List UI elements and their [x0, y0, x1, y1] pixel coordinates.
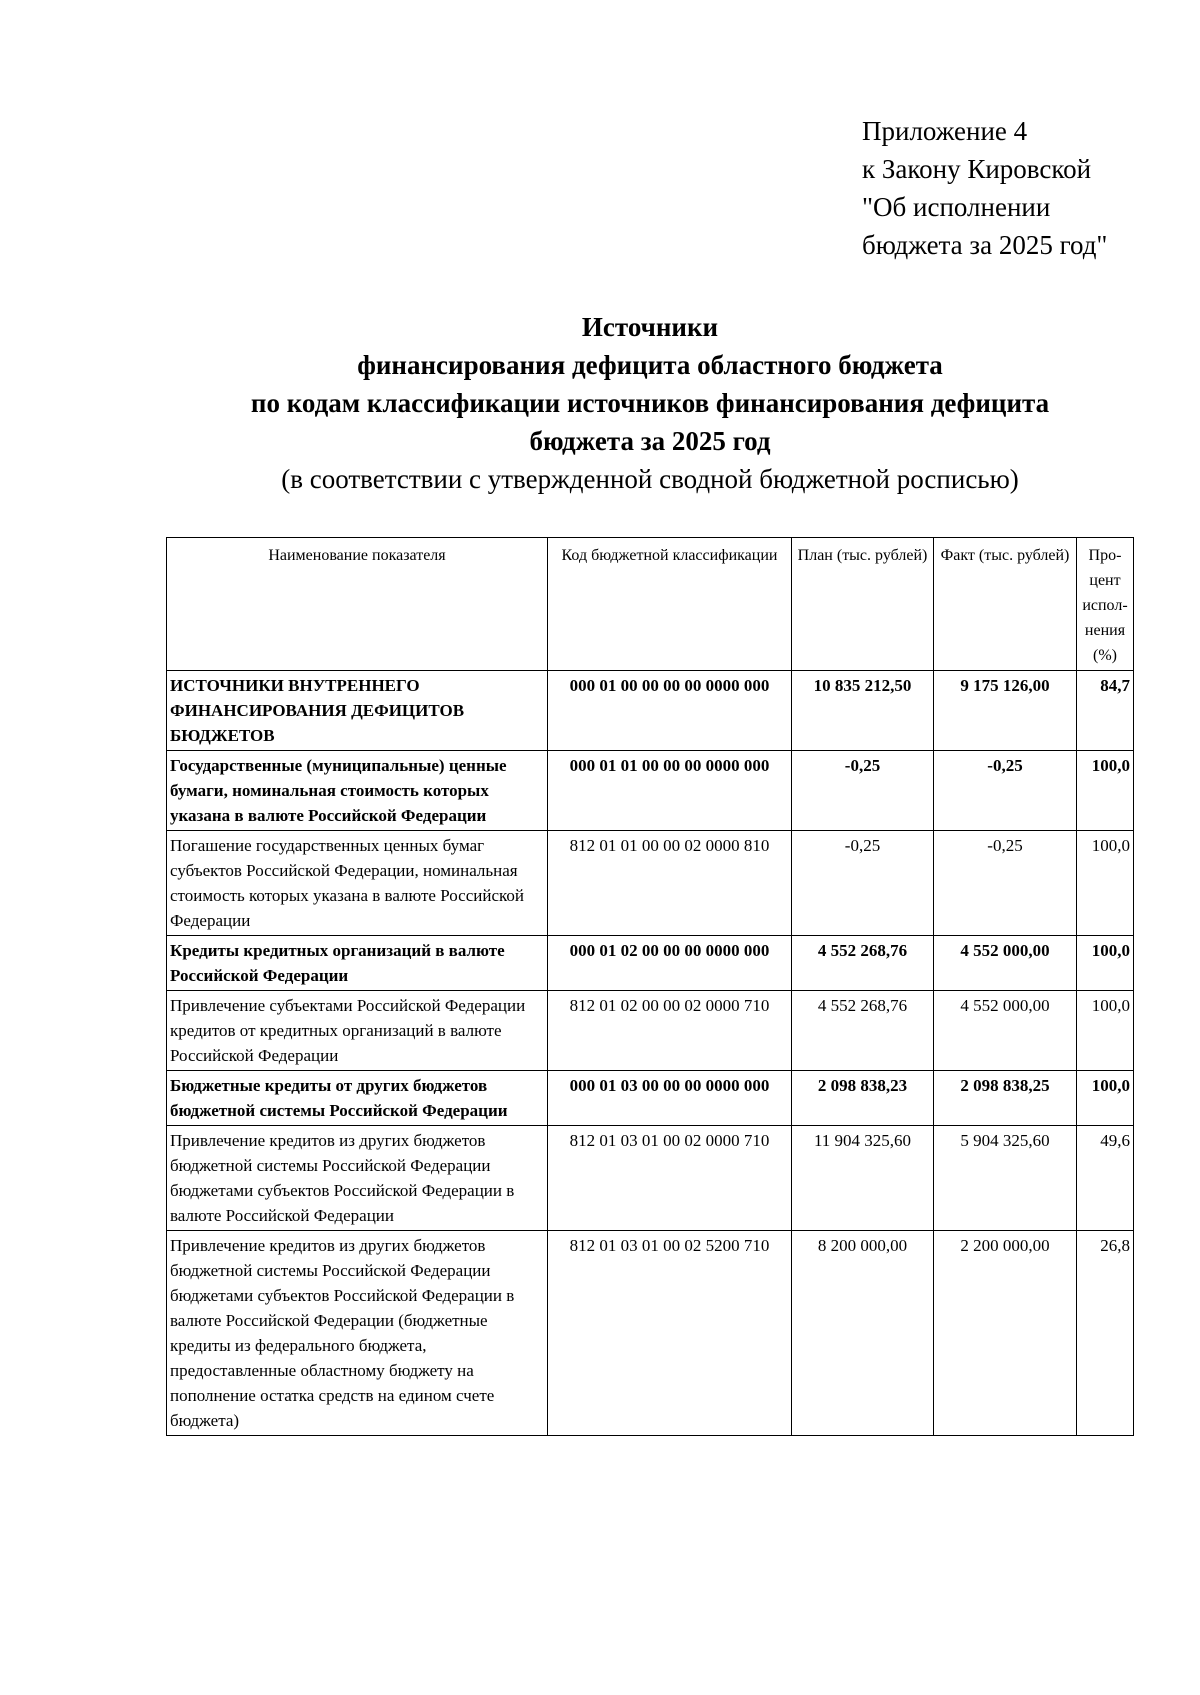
- title-line-2: финансирования дефицита областного бюджета: [357, 350, 943, 380]
- table-header-row: [167, 538, 1134, 671]
- row-fact-cell: 9 175 126,00: [934, 671, 1077, 751]
- row-name-cell: Кредиты кредитных организаций в валюте Российской Федерации: [167, 936, 548, 991]
- row-percent-cell: 84,7: [1077, 671, 1134, 751]
- row-fact-cell: -0,25: [934, 831, 1077, 936]
- title-subtitle: (в соответствии с утвержденной сводной бюджетной росписью): [281, 464, 1019, 494]
- title-line-3: по кодам классификации источников финансирования дефицита: [250, 388, 1050, 418]
- row-plan-cell: 4 552 268,76: [792, 936, 934, 991]
- row-percent-cell: 100,0: [1077, 936, 1134, 991]
- table-body: [167, 671, 1134, 1436]
- row-percent-cell: 100,0: [1077, 991, 1134, 1071]
- row-fact-cell: 5 904 325,60: [934, 1126, 1077, 1231]
- row-code-cell: 000 01 00 00 00 00 0000 000: [548, 671, 792, 751]
- table-row: [167, 936, 1134, 991]
- row-plan-cell: -0,25: [792, 751, 934, 831]
- row-name-cell: Погашение государственных ценных бумаг субъектов Российской Федерации, номинальная стоимость которых указана в валюте Российской Федерации: [167, 831, 548, 936]
- row-fact-cell: -0,25: [934, 751, 1077, 831]
- row-plan-cell: 11 904 325,60: [792, 1126, 934, 1231]
- annex-header: [862, 112, 1192, 264]
- row-fact-cell: 4 552 000,00: [934, 991, 1077, 1071]
- row-fact-cell: 4 552 000,00: [934, 936, 1077, 991]
- annex-line-4: бюджета за 2025 год": [862, 230, 1108, 260]
- title-line-1: Источники: [581, 312, 719, 342]
- table-row: [167, 1071, 1134, 1126]
- row-name-cell: Привлечение субъектами Российской Федерации кредитов от кредитных организаций в валюте Российской Федерации: [167, 991, 548, 1071]
- row-fact-cell: 2 098 838,25: [934, 1071, 1077, 1126]
- header-percent: Про- цент испол- нения (%): [1077, 538, 1134, 671]
- annex-line-2: к Закону Кировской: [862, 154, 1092, 184]
- header-plan: План (тыс. рублей): [792, 538, 934, 671]
- row-plan-cell: 10 835 212,50: [792, 671, 934, 751]
- table-row: [167, 1126, 1134, 1231]
- row-code-cell: 812 01 03 01 00 02 5200 710: [548, 1231, 792, 1436]
- annex-line-1: Приложение 4: [862, 116, 1028, 146]
- table-row: [167, 751, 1134, 831]
- header-code: Код бюджетной классификации: [548, 538, 792, 671]
- row-percent-cell: 100,0: [1077, 1071, 1134, 1126]
- row-plan-cell: -0,25: [792, 831, 934, 936]
- row-code-cell: 000 01 02 00 00 00 0000 000: [548, 936, 792, 991]
- row-name-cell: Привлечение кредитов из других бюджетов бюджетной системы Российской Федерации бюджетами субъектов Российской Федерации в валюте Российской Федерации (бюджетные кредиты из федерального бюджета, предоставленные областному бюджету на пополнение остатка средств на едином счете бюджета): [167, 1231, 548, 1436]
- row-fact-cell: 2 200 000,00: [934, 1231, 1077, 1436]
- budget-sources-table: [166, 537, 1134, 1436]
- table-row: [167, 831, 1134, 936]
- title-line-4: бюджета за 2025 год: [529, 426, 771, 456]
- row-percent-cell: 100,0: [1077, 751, 1134, 831]
- document-title: [100, 308, 1200, 498]
- header-name: Наименование показателя: [167, 538, 548, 671]
- row-code-cell: 000 01 01 00 00 00 0000 000: [548, 751, 792, 831]
- row-percent-cell: 100,0: [1077, 831, 1134, 936]
- row-plan-cell: 2 098 838,23: [792, 1071, 934, 1126]
- annex-line-3: "Об исполнении: [862, 192, 1051, 222]
- table-row: [167, 671, 1134, 751]
- row-code-cell: 812 01 01 00 00 02 0000 810: [548, 831, 792, 936]
- row-name-cell: Бюджетные кредиты от других бюджетов бюджетной системы Российской Федерации: [167, 1071, 548, 1126]
- row-code-cell: 812 01 02 00 00 02 0000 710: [548, 991, 792, 1071]
- table-row: [167, 1231, 1134, 1436]
- row-name-cell: Государственные (муниципальные) ценные бумаги, номинальная стоимость которых указана в валюте Российской Федерации: [167, 751, 548, 831]
- row-percent-cell: 26,8: [1077, 1231, 1134, 1436]
- header-fact: Факт (тыс. рублей): [934, 538, 1077, 671]
- row-code-cell: 812 01 03 01 00 02 0000 710: [548, 1126, 792, 1231]
- row-name-cell: ИСТОЧНИКИ ВНУТРЕННЕГО ФИНАНСИРОВАНИЯ ДЕФИЦИТОВ БЮДЖЕТОВ: [167, 671, 548, 751]
- table-row: [167, 991, 1134, 1071]
- row-name-cell: Привлечение кредитов из других бюджетов бюджетной системы Российской Федерации бюджетами субъектов Российской Федерации в валюте Российской Федерации: [167, 1126, 548, 1231]
- row-plan-cell: 8 200 000,00: [792, 1231, 934, 1436]
- row-percent-cell: 49,6: [1077, 1126, 1134, 1231]
- row-code-cell: 000 01 03 00 00 00 0000 000: [548, 1071, 792, 1126]
- row-plan-cell: 4 552 268,76: [792, 991, 934, 1071]
